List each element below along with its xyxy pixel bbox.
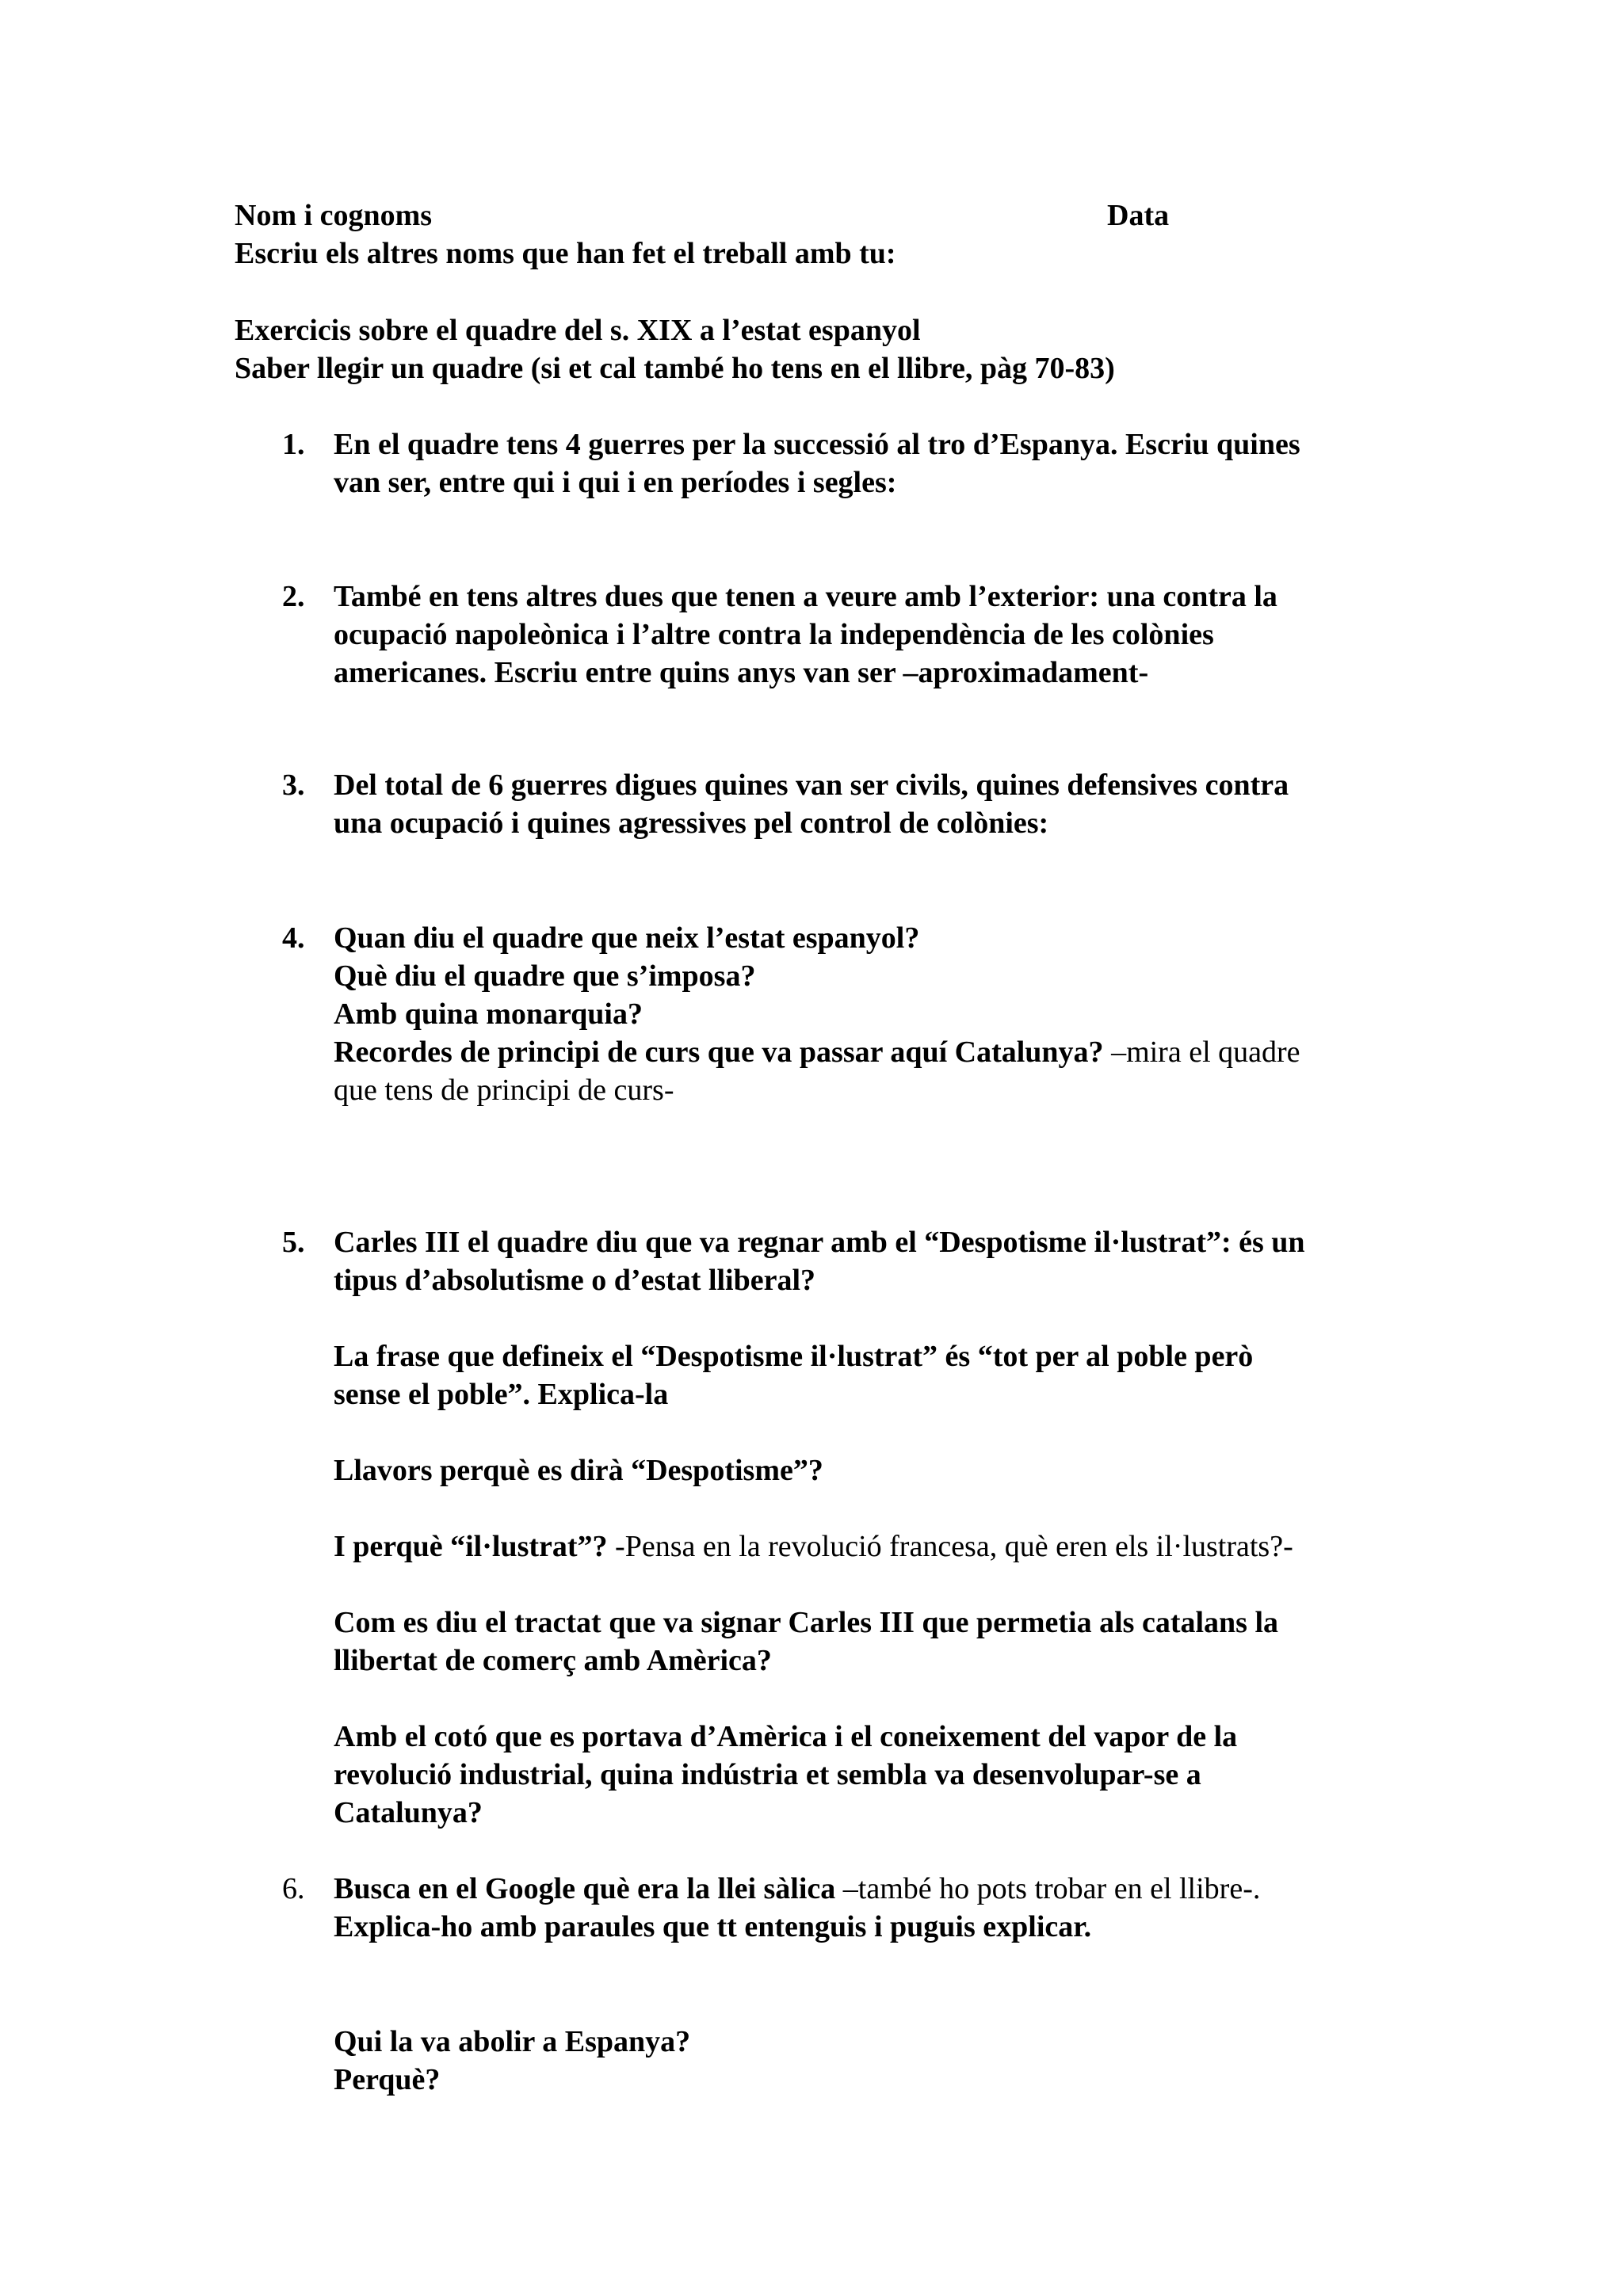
- question-text: van ser, entre qui i qui i en períodes i segles:: [334, 466, 897, 499]
- question-text: Del total de 6 guerres digues quines van ser civils, quines defensives contra: [334, 769, 1289, 802]
- question-number: 6.: [282, 1872, 305, 1905]
- question-text: Explica-ho amb paraules que tt entenguis i puguis explicar.: [334, 1910, 1092, 1943]
- question-text: revolució industrial, quina indústria et sembla va desenvolupar-se a: [334, 1758, 1201, 1791]
- question-text: sense el poble”. Explica-la: [334, 1378, 669, 1411]
- question-text-bold: Recordes de principi de curs que va passar aquí Catalunya?: [334, 1035, 1104, 1069]
- partners-label: Escriu els altres noms que han fet el treball amb tu:: [235, 237, 896, 270]
- question-text: [334, 1870, 1260, 1908]
- question-hint: que tens de principi de curs-: [334, 1074, 674, 1107]
- question-text: Catalunya?: [334, 1796, 483, 1829]
- question-text: En el quadre tens 4 guerres per la successió al tro d’Espanya. Escriu quines: [334, 428, 1300, 461]
- question-text: tipus d’absolutisme o d’estat lliberal?: [334, 1264, 816, 1297]
- question-text: americanes. Escriu entre quins anys van ser –aproximadament-: [334, 656, 1149, 689]
- question-text: Com es diu el tractat que va signar Carles III que permetia als catalans la: [334, 1606, 1279, 1639]
- question-text: La frase que defineix el “Despotisme il·lustrat” és “tot per al poble però: [334, 1340, 1254, 1373]
- name-label: Nom i cognoms: [235, 199, 433, 232]
- question-text: llibertat de comerç amb Amèrica?: [334, 1644, 772, 1677]
- worksheet-subtitle: Saber llegir un quadre (si et cal també ho tens en el llibre, pàg 70-83): [235, 352, 1115, 385]
- question-hint: -Pensa en la revolució francesa, què eren els il·lustrats?-: [607, 1530, 1293, 1563]
- question-text: Llavors perquè es dirà “Despotisme”?: [334, 1454, 823, 1487]
- question-number: 2.: [282, 580, 305, 613]
- question-text: Qui la va abolir a Espanya?: [334, 2025, 691, 2058]
- question-text: Quan diu el quadre que neix l’estat espanyol?: [334, 921, 920, 955]
- question-number: 1.: [282, 428, 305, 461]
- question-text: Amb quina monarquia?: [334, 997, 643, 1031]
- question-hint: –mira el quadre: [1103, 1035, 1300, 1069]
- question-number: 3.: [282, 769, 305, 802]
- question-text: una ocupació i quines agressives pel control de colònies:: [334, 807, 1049, 840]
- question-text: Carles III el quadre diu que va regnar amb el “Despotisme il·lustrat”: és un: [334, 1226, 1305, 1259]
- question-hint: –també ho pots trobar en el llibre-.: [835, 1872, 1261, 1905]
- question-text: Amb el cotó que es portava d’Amèrica i el coneixement del vapor de la: [334, 1720, 1238, 1753]
- question-text-bold: Busca en el Google què era la llei sàlica: [334, 1872, 836, 1905]
- question-text-bold: I perquè “il·lustrat”?: [334, 1530, 608, 1563]
- question-text: ocupació napoleònica i l’altre contra la independència de les colònies: [334, 618, 1214, 651]
- question-text: Perquè?: [334, 2063, 441, 2096]
- question-text: Què diu el quadre que s’imposa?: [334, 959, 756, 993]
- question-text: [334, 1527, 1293, 1566]
- worksheet-title: Exercicis sobre el quadre del s. XIX a l’estat espanyol: [235, 314, 921, 347]
- date-label: Data: [1107, 199, 1170, 232]
- question-number: 4.: [282, 921, 305, 955]
- question-text: També en tens altres dues que tenen a veure amb l’exterior: una contra la: [334, 580, 1277, 613]
- question-number: 5.: [282, 1226, 305, 1259]
- question-text: [334, 1033, 1300, 1071]
